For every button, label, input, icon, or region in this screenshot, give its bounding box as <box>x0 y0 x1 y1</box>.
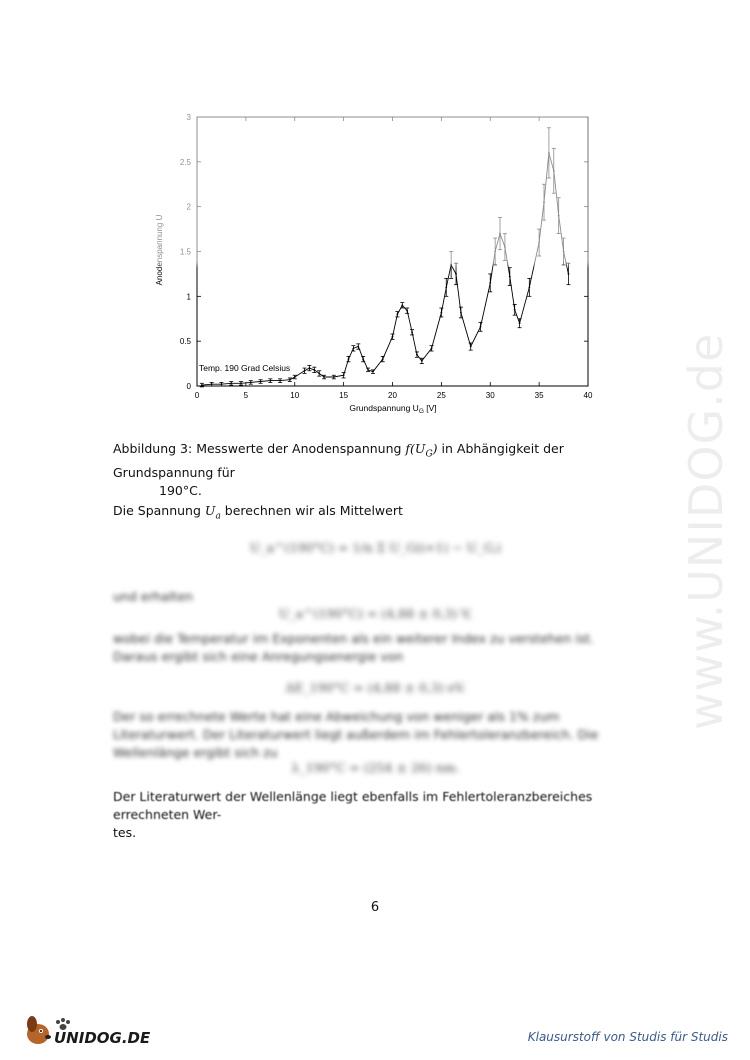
data-point <box>406 310 408 312</box>
y-tick-label: 0 <box>186 382 191 391</box>
data-point <box>269 380 271 382</box>
x-tick-label: 25 <box>436 391 446 400</box>
data-point <box>489 282 491 284</box>
chart-annotation: Temp. 190 Grad Celsius <box>199 363 291 373</box>
x-tick-label: 40 <box>583 391 593 400</box>
footer-tagline: Klausurstoff von Studis für Studis <box>527 1030 728 1044</box>
data-point <box>240 382 242 384</box>
x-tick-label: 20 <box>388 391 397 400</box>
data-point <box>353 347 355 349</box>
data-point <box>318 373 320 375</box>
data-point <box>445 286 447 288</box>
data-point <box>411 331 413 333</box>
data-point <box>367 369 369 371</box>
x-tick-label: 30 <box>485 391 495 400</box>
data-point <box>440 312 442 314</box>
blurred-equation-1: U_a^(190°C) = 1/n Σ U_G(i+1) − U_G,i <box>249 540 502 555</box>
data-point <box>372 371 374 373</box>
blurred-equation-3: ΔE_190°C = (4,88 ± 0,3) eV. <box>285 680 466 695</box>
watermark <box>640 290 750 760</box>
caption-prefix: Abbildung 3: Messwerte der Anodenspannung <box>113 441 406 456</box>
data-point <box>480 326 482 328</box>
x-tick-label: 35 <box>534 391 544 400</box>
data-point <box>470 346 472 348</box>
caption-middle: in Abhängigkeit der Grundspannung für <box>113 441 564 480</box>
unidog-logo[interactable] <box>22 1012 172 1052</box>
data-point <box>382 358 384 360</box>
data-point <box>509 276 511 278</box>
svg-text:UNIDOG.DE: UNIDOG.DE <box>54 1029 151 1047</box>
blurred-equation-2: U_a^(190°C) = (4,88 ± 0,3) V, <box>278 606 473 621</box>
data-point <box>401 304 403 306</box>
data-point <box>323 376 325 378</box>
data-point <box>568 273 570 275</box>
data-point <box>460 312 462 314</box>
data-point <box>211 383 213 385</box>
data-point <box>201 384 203 386</box>
data-point <box>333 376 335 378</box>
x-tick-label: 5 <box>243 391 249 400</box>
data-point <box>455 273 457 275</box>
data-point <box>514 309 516 311</box>
blurred-overlay <box>150 105 590 265</box>
data-point <box>250 382 252 384</box>
svg-text:www.UNIDOG.de: www.UNIDOG.de <box>679 332 733 730</box>
x-tick-label: 0 <box>194 391 200 400</box>
data-point <box>421 360 423 362</box>
data-point <box>279 380 281 382</box>
dog-logo-icon <box>22 1012 172 1048</box>
data-point <box>392 336 394 338</box>
data-point <box>362 358 364 360</box>
data-point <box>343 374 345 376</box>
data-point <box>431 347 433 349</box>
caption-line2: 190°C. <box>159 482 202 498</box>
blurred-paragraph-2: Der so errechnete Werte hat eine Abweichung von weniger als 1% zum Literaturwert. Der Literaturwert liegt außerdem im Fehlertoleranzbereich. Die Wellenlänge ergibt sich zu <box>113 709 599 760</box>
data-point <box>348 358 350 360</box>
y-tick-label: 0.5 <box>179 337 191 347</box>
caption-math: $f(U_G)$ <box>405 441 438 460</box>
blurred-paragraph-1: wobei die Temperatur im Exponenten als ein weiterer Index zu verstehen ist. Daraus ergibt sich eine Anregungsenergie von <box>113 631 595 664</box>
data-point <box>304 370 306 372</box>
data-point <box>313 369 315 371</box>
page-number: 6 <box>370 900 380 915</box>
data-point <box>396 313 398 315</box>
data-point <box>357 346 359 348</box>
intro-paragraph: Die Spannung $U_a$ berechnen wir als Mittelwert <box>113 503 403 522</box>
data-point <box>289 379 291 381</box>
x-tick-label: 10 <box>290 391 300 400</box>
figure-caption <box>113 440 643 500</box>
y-tick-label: 1 <box>186 292 191 302</box>
blurred-line-1: und erhalten <box>113 589 193 604</box>
data-point <box>221 383 223 385</box>
data-point <box>294 376 296 378</box>
data-point <box>528 286 530 288</box>
data-point <box>519 322 521 324</box>
chart-xlabel: Grundspannung $U_G$ [V] <box>349 403 437 415</box>
final-paragraph: Der Literaturwert der Wellenlänge liegt ebenfalls im Fehlertoleranzbereiches errechneten Wer- tes. <box>113 789 593 840</box>
data-point <box>230 382 232 384</box>
data-point <box>260 381 262 383</box>
x-tick-label: 15 <box>339 391 349 400</box>
data-point <box>416 354 418 356</box>
anode-voltage-chart <box>150 105 610 425</box>
data-point <box>309 367 311 369</box>
blurred-equation-4: λ_190°C = (254 ± 26) nm. <box>291 760 460 775</box>
